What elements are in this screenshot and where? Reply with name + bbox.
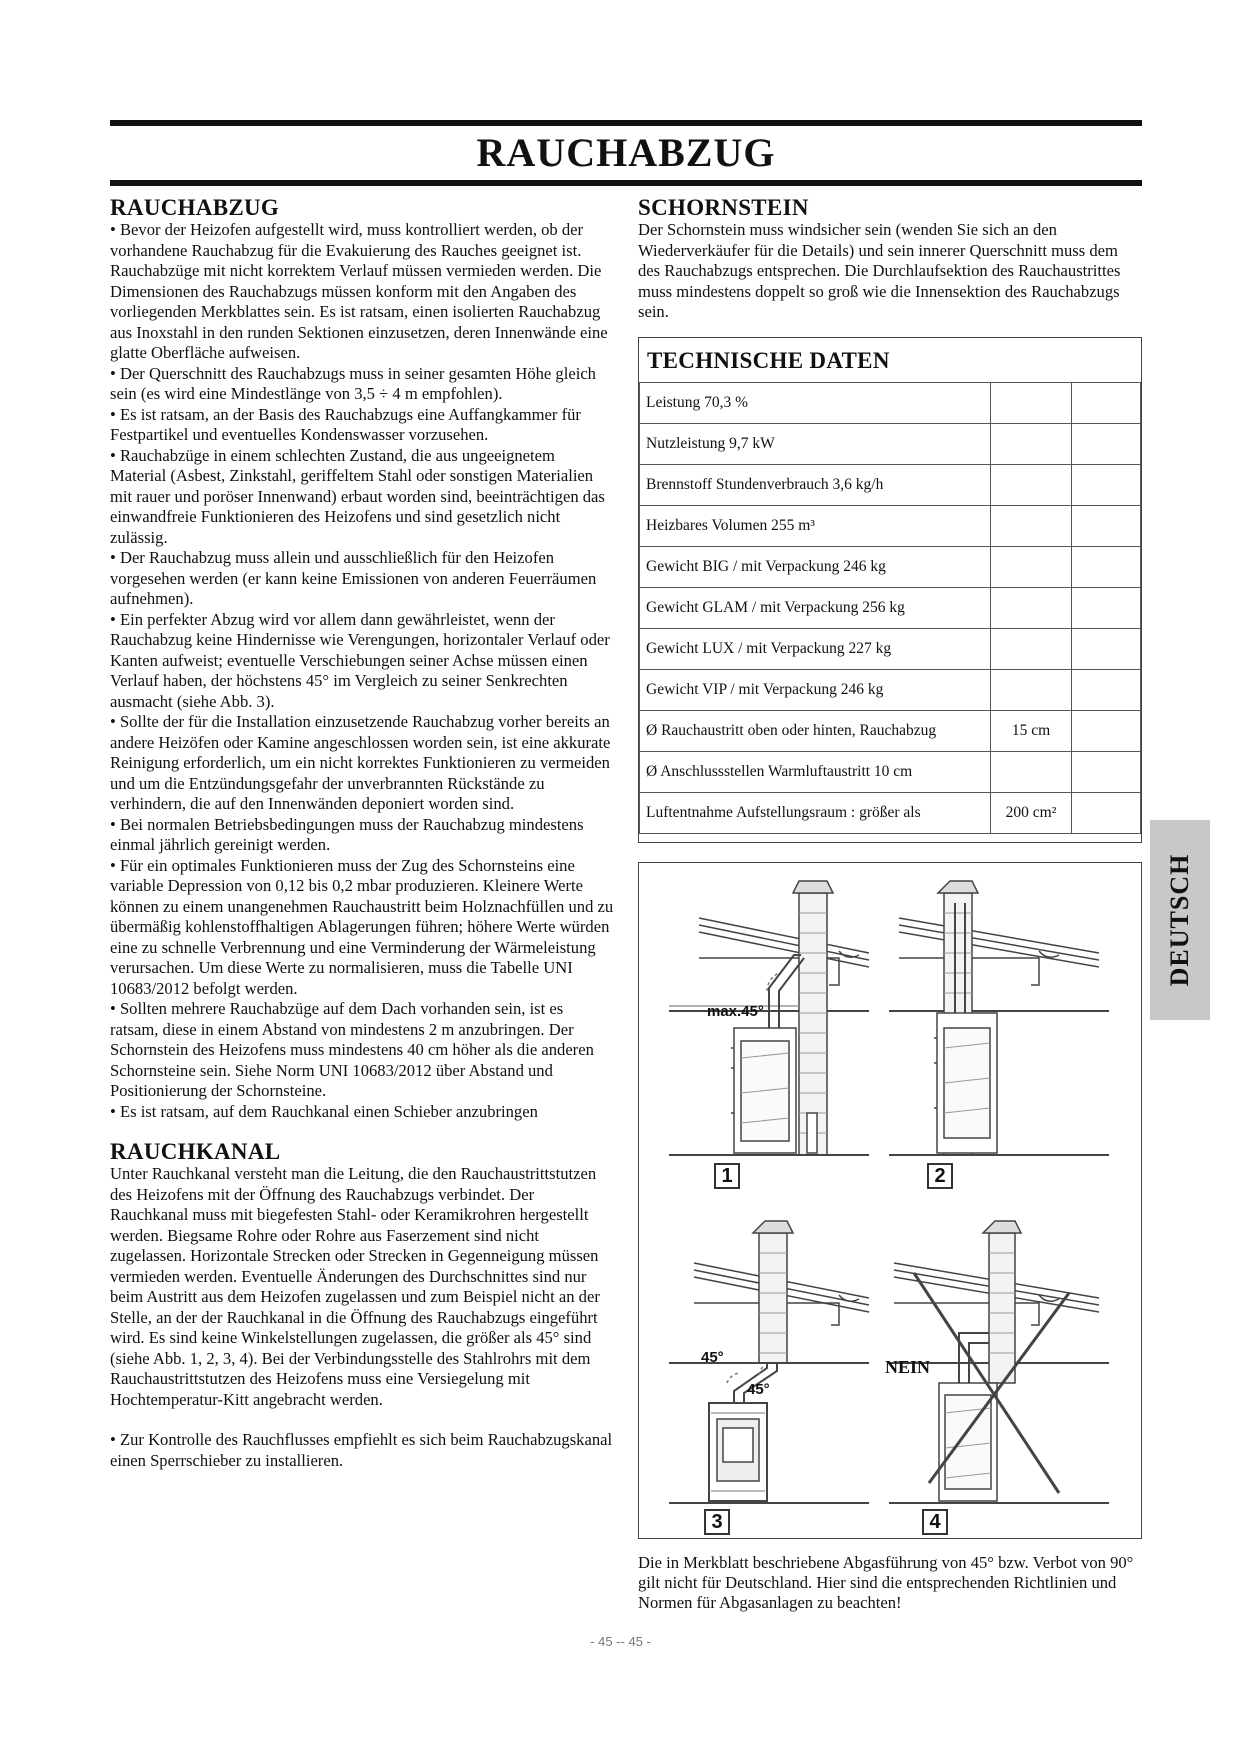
language-tab [1150,820,1210,1020]
row-value [991,506,1072,547]
table-row [640,588,1141,629]
row-label: Leistung 70,3 % [640,383,991,424]
table-row [640,793,1141,834]
row-value [991,465,1072,506]
figure-number-3: 3 [704,1509,730,1535]
row-label: Ø Rauchaustritt oben oder hinten, Rauchabzug [640,711,991,752]
title-rule-bottom [110,180,1142,186]
language-tab-label: DEUTSCH [1165,853,1194,987]
section-title-rauchkanal: RAUCHKANAL [110,1139,281,1164]
row-value [991,424,1072,465]
row-value: 15 cm [991,711,1072,752]
table-row [640,547,1141,588]
row-label: Brennstoff Stundenverbrauch 3,6 kg/h [640,465,991,506]
tech-data-table [638,337,1142,843]
row-value [991,547,1072,588]
section-title-rauchabzug: RAUCHABZUG [110,195,280,220]
paragraph: • Sollten mehrere Rauchabzüge auf dem Dach vorhanden sein, ist es ratsam, diese in einem Abstand von mindestens 2 m anzubringen. Der Schornstein des Heizofens muss mindestens 40 cm höher als die anderen Schornsteine sein. Siehe Norm UNI 10683/2012 über Abstand und Positionierung der Schornsteine. [110,999,594,1100]
section-title-schornstein: SCHORNSTEIN [638,195,809,220]
row-label: Gewicht VIP / mit Verpackung 246 kg [640,670,991,711]
row-label: Ø Anschlussstellen Warmluftaustritt 10 cm [640,752,991,793]
label-45b: 45° [747,1381,770,1398]
table-row [640,383,1141,424]
row-label: Gewicht LUX / mit Verpackung 227 kg [640,629,991,670]
paragraph: • Der Querschnitt des Rauchabzugs muss in seiner gesamten Höhe gleich sein (es wird eine Mindestlänge von 3,5 ÷ 4 m empfohlen). [110,363,596,403]
diagram-3 [669,1221,869,1503]
row-label: Heizbares Volumen 255 m³ [640,506,991,547]
table-row [640,465,1141,506]
flue-diagrams [639,863,1143,1540]
paragraph: • Ein perfekter Abzug wird vor allem dann gewährleistet, wenn der Rauchabzug keine Hindernisse wie Verengungen, horizontaler Verlauf oder Kanten aufweist; eventuelle Verschiebungen seiner Achse müssen einen Verlauf haben, der höchstens 45° im Vergleich zu seiner Senkrechten ausmacht (siehe Abb. 3). [110,609,610,711]
table-row [640,670,1141,711]
row-value [991,588,1072,629]
diagram-1 [669,881,869,1155]
paragraph: • Bei normalen Betriebsbedingungen muss der Rauchabzug mindestens einmal jährlich gereinigt werden. [110,814,584,854]
page-number: - 45 -- 45 - [590,1634,651,1649]
paragraph: • Es ist ratsam, auf dem Rauchkanal einen Schieber anzubringen [110,1101,538,1121]
paragraph: • Zur Kontrolle des Rauchflusses empfiehlt es sich beim Rauchabzugskanal einen Sperrschieber zu installieren. [110,1430,613,1470]
paragraph: • Für ein optimales Funktionieren muss der Zug des Schornsteins eine variable Depression von 0,12 bis 0,2 mbar produzieren. Kleinere Werte können zu einem unangenehmen Rauchaustritt beim Holznachfüllen und zu übermäßig kohlenstoffhaltigen Ablagerungen führen; höhere Werte würden eine zu schnelle Verbrennung und eine Verminderung der Wärmeleistung verursachen. Um diese Werte zu normalisieren, muss die Tabelle UNI 10683/2012 befolgt werden. [110,855,614,998]
paragraph: • Es ist ratsam, an der Basis des Rauchabzugs eine Auffangkammer für Festpartikel und eventuelles Kondenswasser vorzusehen. [110,404,581,444]
figure-number-1: 1 [714,1163,740,1189]
figure-caption: Die in Merkblatt beschriebene Abgasführung von 45° bzw. Verbot von 90° gilt nicht für Deutschland. Hier sind die entsprechenden Richtlinien und Normen für Abgasanlagen zu beachten! [638,1553,1134,1612]
table-row [640,424,1141,465]
row-label: Gewicht GLAM / mit Verpackung 256 kg [640,588,991,629]
row-value [991,670,1072,711]
page-title: RAUCHABZUG [476,130,776,175]
paragraph: • Rauchabzüge in einem schlechten Zustand, die aus ungeeignetem Material (Asbest, Zinkstahl, geriffeltem Stahl oder sonstigen Materialien mit rauer und poröser Innenwand) erbaut worden sind, beeinträchtigen das einwandfreie Funktionieren des Heizofens und sind gesetzlich nicht zulässig. [110,445,605,547]
paragraph: • Sollte der für die Installation einzusetzende Rauchabzug vorher bereits an andere Heizöfen oder Kamine angeschlossen worden sein, ist eine akkurate Reinigung erforderlich, um ein nicht korrektes Funktionieren zu vermeiden und um die Entzündungsgefahr der unverbrannten Rückstände zu verhindern, die auf den Innenwänden deponiert worden sind. [110,712,611,813]
row-label: Nutzleistung 9,7 kW [640,424,991,465]
flue-installation-figure [638,862,1142,1539]
right-column [638,196,1143,323]
tech-data-title: TECHNISCHE DATEN [647,348,890,373]
table-row [640,752,1141,793]
table-row [640,711,1141,752]
paragraph: • Der Rauchabzug muss allein und ausschließlich für den Heizofen vorgesehen werden (er kann keine Emissionen von anderen Feuerräumen aufnehmen). [110,548,597,608]
row-label: Gewicht BIG / mit Verpackung 246 kg [640,547,991,588]
diagram-2 [889,881,1109,1155]
paragraph: • Bevor der Heizofen aufgestellt wird, muss kontrolliert werden, ob der vorhandene Rauchabzug für die Evakuierung des Rauches geeignet ist. Rauchabzüge mit nicht korrektem Verlauf müssen vermieden werden. Die Dimensionen des Rauchabzugs müssen konform mit den Angaben des vorliegenden Merkblattes sein. Es ist ratsam, einen isolierten Rauchabzug aus Inoxstahl in den runden Sektionen einzusetzen, deren Innenwände eine glatte Oberfläche aufweisen. [110,220,608,362]
row-label: Luftentnahme Aufstellungsraum : größer als [640,793,991,834]
figure-number-2: 2 [927,1163,953,1189]
table-row [640,629,1141,670]
rauchabzug-text [110,220,615,1122]
row-value [991,629,1072,670]
figure-number-4: 4 [922,1509,948,1535]
label-45a: 45° [701,1349,724,1366]
left-column [110,196,615,1471]
paragraph: Unter Rauchkanal versteht man die Leitung, die den Rauchaustrittstutzen des Heizofens mit der Öffnung des Rauchabzugs verbindet. Der Rauchkanal muss mit biegefesten Stahl- oder Keramikrohren hergestellt werden. Biegsame Rohre oder Rohre aus Faserzement sind nicht zugelassen. Horizontale Strecken oder Strecken in Gegenneigung müssen vermieden werden. Eventuelle Änderungen des Durchschnittes sind nur beim Austritt aus dem Heizofen zugelassen und zum Beispiel nicht an der Stelle, an der der Rauchkanal in die Öffnung des Rauchabzugs eingeführt wird. Es sind keine Winkelstellungen zugelassen, die größer als 45° sind (siehe Abb. 1, 2, 3, 4). Bei der Verbindungsstelle des Stahlrohrs mit dem Rauchaustrittstutzen des Heizofens muss eine Versiegelung mit Hochtemperatur-Kitt angebracht werden. [110,1164,600,1409]
table-row [640,506,1141,547]
label-max45: max.45° [707,1003,764,1020]
row-value [991,752,1072,793]
row-value [991,383,1072,424]
rauchkanal-text [110,1164,615,1471]
row-value: 200 cm² [991,793,1072,834]
label-nein: NEIN [885,1357,931,1377]
schornstein-text: Der Schornstein muss windsicher sein (wenden Sie sich an den Wiederverkäufer für die Details) und sein innerer Querschnitt muss dem des Rauchabzugs entsprechen. Die Durchlaufsektion des Rauchaustrittes muss mindestens doppelt so groß wie die Innensektion des Rauchabzugs sein. [638,220,1121,321]
